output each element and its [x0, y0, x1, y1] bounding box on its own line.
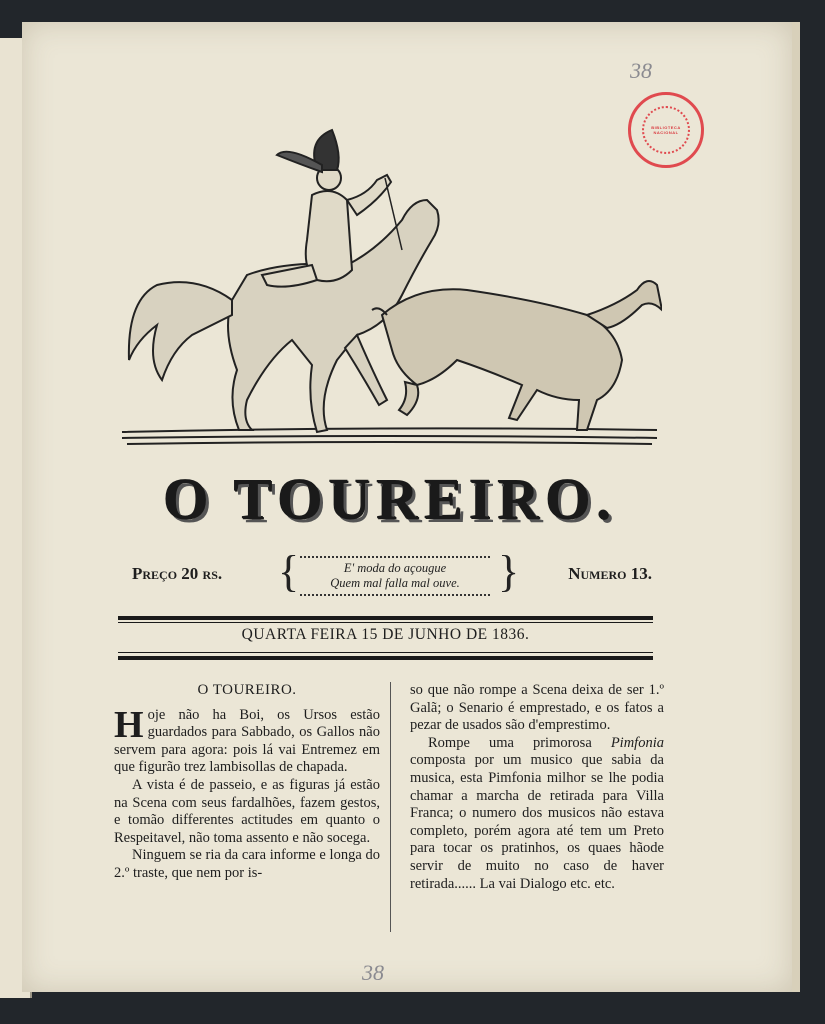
article-paragraph-1: Hoje não ha Boi, os Ursos estão guardados para Sabbado, os Gallos não servem para agora: pois lá vai Entremez em que figurão trez lambisollas de chapada.	[114, 703, 380, 776]
article-column-left	[114, 682, 380, 883]
article-paragraph-2: A vista é de passeio, e as figuras já estão na Scena com seus fardalhões, fazem gestos, e tomão differentes actitudes em quanto o Respeitavel, não toma assento e não socega.	[114, 776, 380, 846]
bottom-rule-thin	[118, 652, 653, 653]
price-label: Preço 20 rs.	[132, 564, 223, 583]
issue-number: Numero 13.	[568, 564, 652, 583]
motto-box	[300, 556, 490, 596]
article-paragraph-5: Rompe uma primorosa Pimfonia composta por um musico que sabia da musica, esta Pimfonia milhor se lhe podia chamar a marcha de retirada para Villa Franca; o numero dos musicos não estava completo, porém agora até tem um Preto para tocar os pratinhos, os quaes hãode servir de muito no caso de haver retirada...... La vai Dialogo etc. etc.	[410, 734, 664, 892]
folio-number-bottom: 38	[362, 960, 384, 985]
article-paragraph-4: so que não rompe a Scena deixa de ser 1.º Galã; o Senario é emprestado, e os fatos a pezar de usados são d'emprestimo.	[410, 682, 664, 734]
left-brace-icon: {	[278, 547, 300, 596]
top-rule-thin	[118, 622, 653, 623]
bottom-rule	[118, 656, 653, 660]
article-column-right	[410, 682, 664, 893]
drop-cap: H	[114, 703, 144, 746]
folio-number-top: 38	[630, 58, 652, 83]
newspaper-page	[22, 22, 800, 992]
dateline: QUARTA FEIRA 15 DE JUNHO DE 1836.	[241, 626, 530, 643]
column-separator	[390, 682, 391, 932]
pimfonia-italic: Pimfonia	[610, 734, 664, 751]
article-paragraph-3: Ninguem se ria da cara informe e longa do 2.º traste, que nem por is-	[114, 847, 380, 881]
motto-line-2: Quem mal falla mal ouve.	[330, 576, 460, 590]
article-heading: O TOUREIRO.	[197, 682, 297, 698]
bull-figure	[372, 281, 662, 430]
newspaper-title: O TOUREIRO.	[163, 467, 618, 532]
stamp-text: BIBLIOTECA NACIONAL	[651, 125, 681, 135]
bullfighter-woodcut-illustration	[117, 100, 662, 450]
motto-line-1: E' moda do açougue	[343, 561, 447, 575]
right-brace-icon: }	[498, 547, 520, 596]
masthead-info-row	[132, 547, 652, 600]
top-rule	[118, 616, 653, 620]
